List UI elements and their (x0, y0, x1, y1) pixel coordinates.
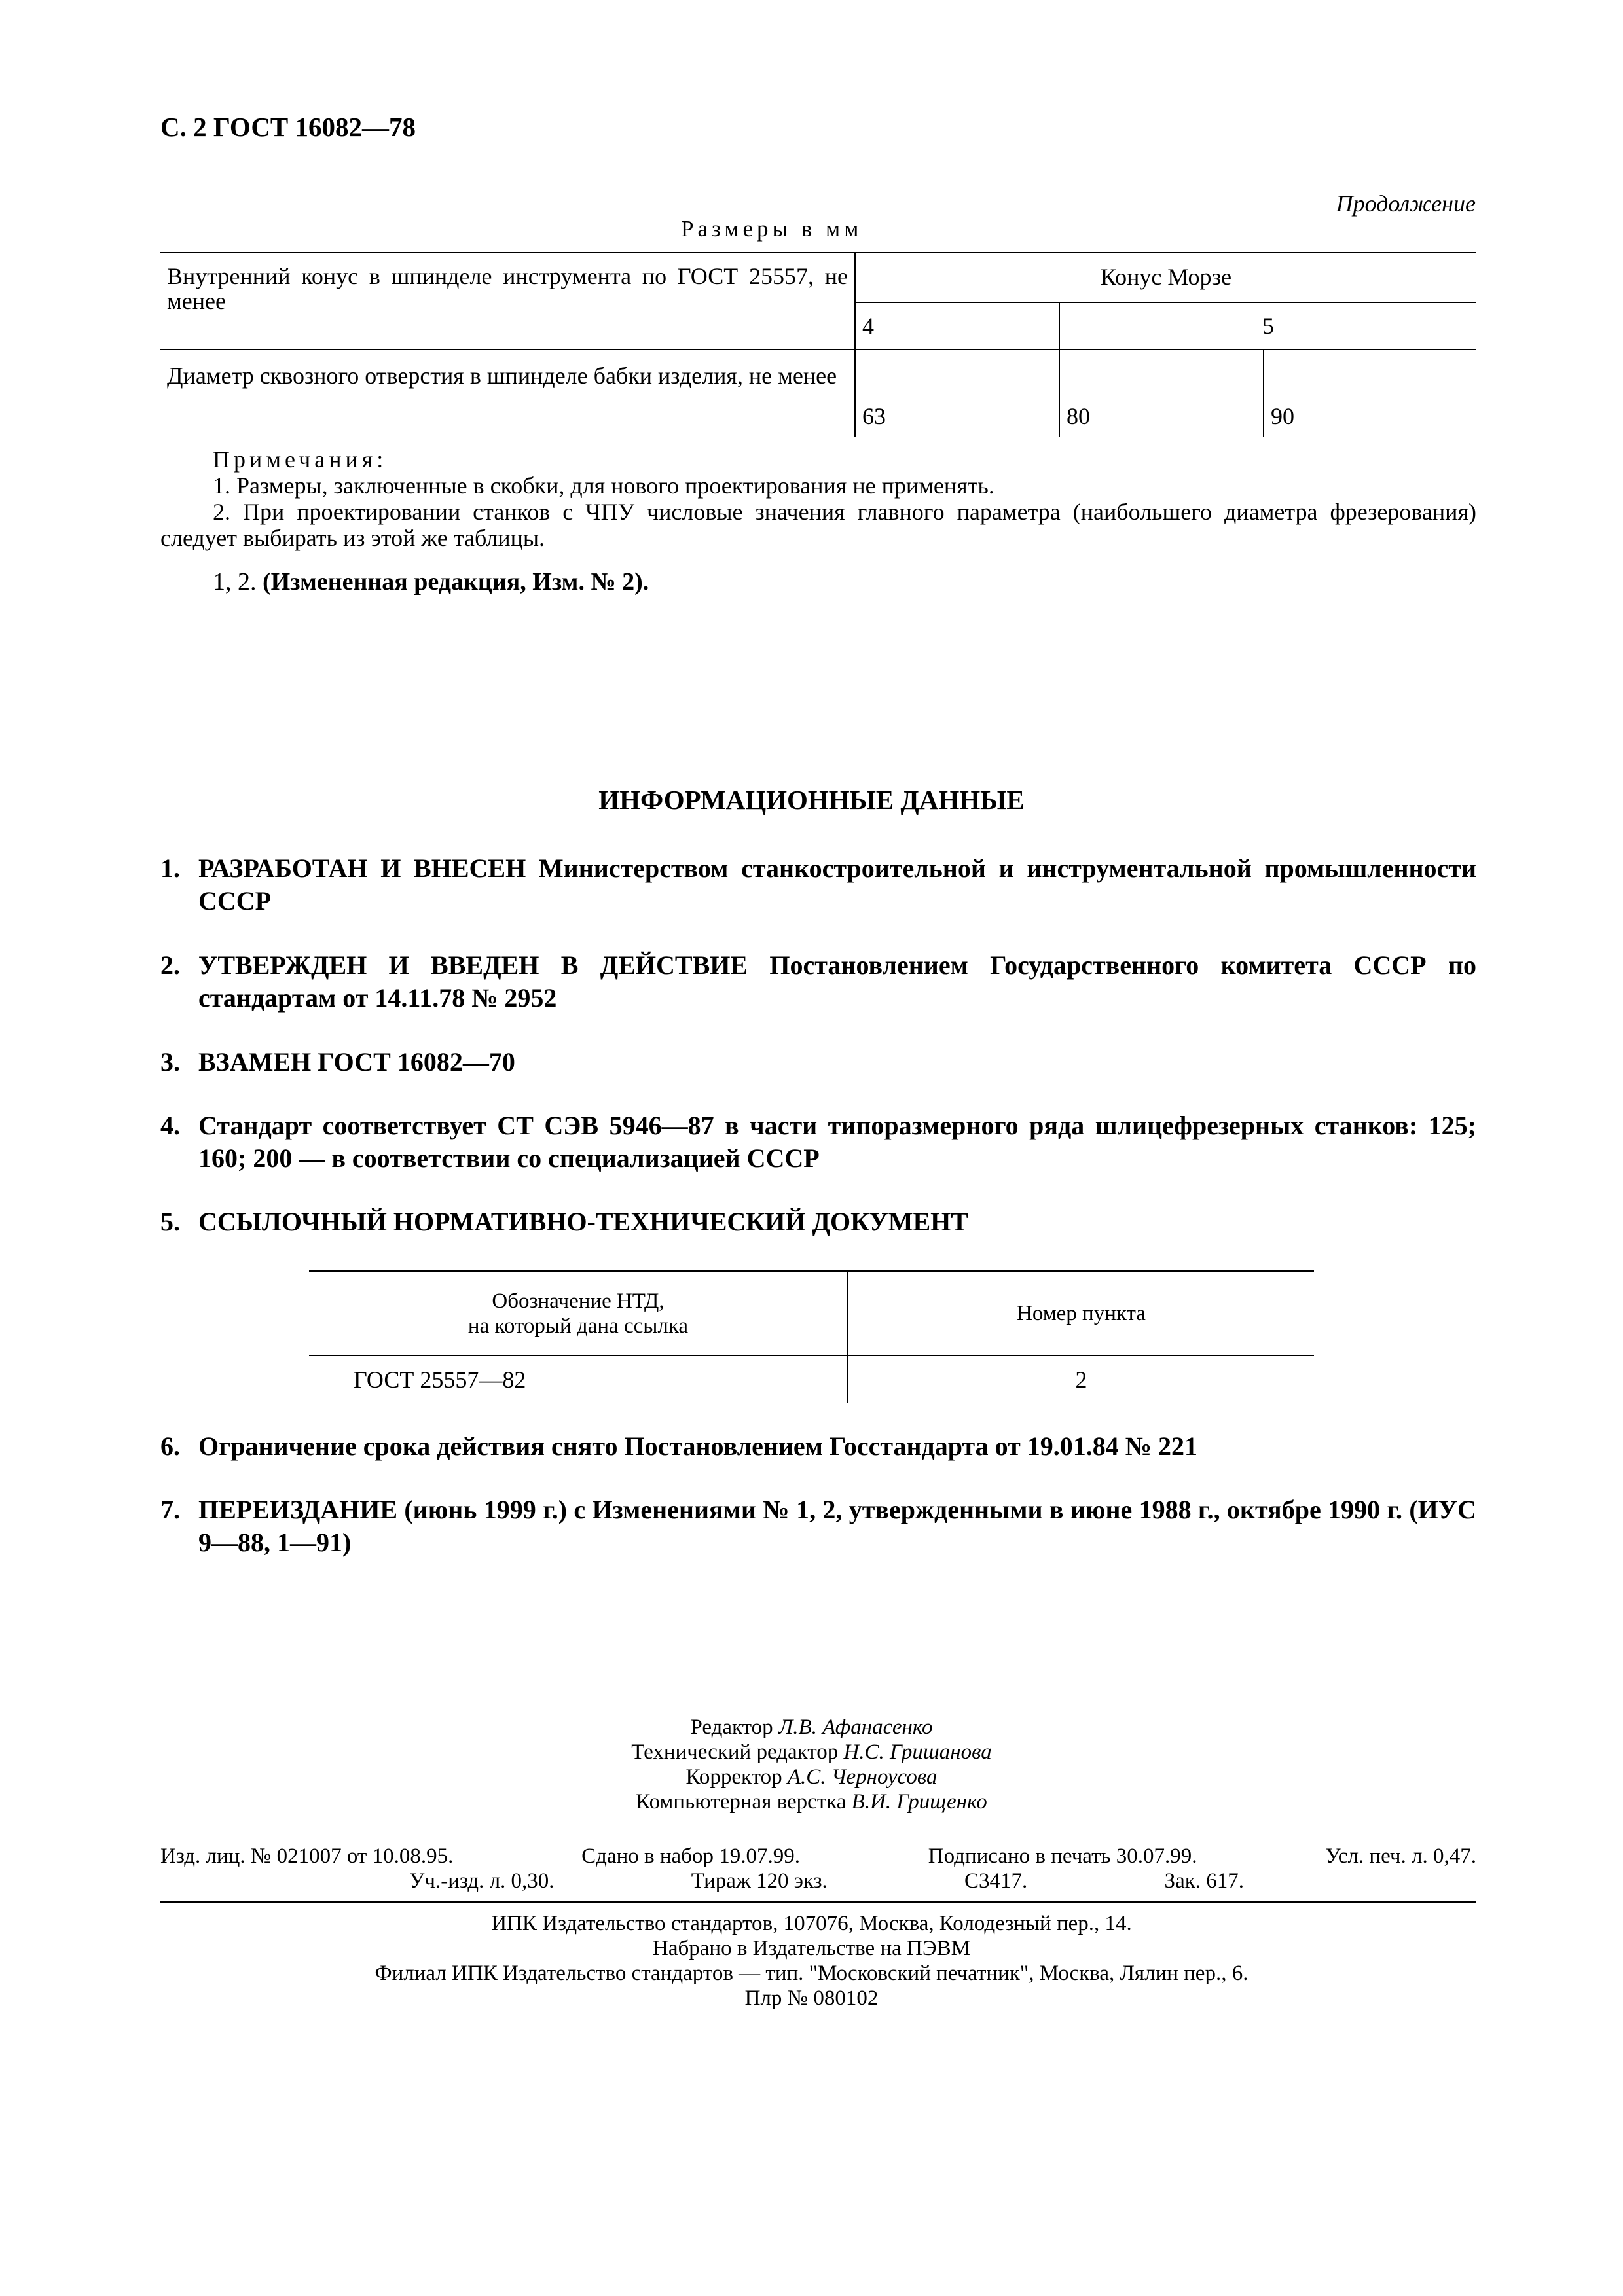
dimensions-table (160, 252, 1476, 437)
info-item: 4. Стандарт соответствует СТ СЭВ 5946—87 в части типоразмерного ряда шлицефрезерных станков: 125; 160; 200 — в соответствии со специализацией СССР (160, 1111, 1476, 1173)
corrector-name: А.С. Черноусова (787, 1765, 938, 1789)
info-item: 1. РАЗРАБОТАН И ВНЕСЕН Министерством станкостроительной и инструментальной промышленности СССР (160, 853, 1476, 916)
notes-heading: Примечания: (213, 446, 388, 473)
reference-table (309, 1270, 1314, 1403)
info-item: 7. ПЕРЕИЗДАНИЕ (июнь 1999 г.) с Изменениями № 1, 2, утвержденными в июне 1988 г., октябре 1990 г. (ИУС 9—88, 1—91) (160, 1495, 1476, 1557)
note-item: 2. При проектировании станков с ЧПУ числовые значения главного параметра (наибольшего диаметра фрезерования) следует выбирать из этой же таблицы. (160, 499, 1476, 551)
credits: Редактор Л.В. Афанасенко Технический редактор Н.С. Гришанова Корректор А.С. Черноусова Компьютерная верстка В.И. Грищенко (631, 1715, 992, 1814)
table-cell: ГОСТ 25557—82 (309, 1355, 848, 1403)
amendment-note (213, 567, 649, 596)
continuation-label: Продолжение (1336, 190, 1476, 217)
ref-header-item: Номер пункта (848, 1271, 1314, 1356)
info-title: ИНФОРМАЦИОННЫЕ ДАННЫЕ (598, 785, 1025, 815)
table-cell: 2 (1075, 1367, 1087, 1393)
table-row-label: Диаметр сквозного отверстия в шпинделе бабки изделия, не менее (160, 350, 855, 437)
dimensions-caption: Размеры в мм (681, 216, 863, 242)
table-cell: 4 (855, 302, 1059, 350)
publishing-info: Изд. лиц. № 021007 от 10.08.95. Сдано в набор 19.07.99. Подписано в печать 30.07.99. Усл. печ. л. 0,47. Уч.-изд. л. 0,30. Тираж 120 экз. С3417. Зак. 617. (160, 1844, 1476, 1893)
page-header: С. 2 ГОСТ 16082—78 (160, 112, 416, 142)
table-cell: 90 (1264, 350, 1476, 437)
info-item: 3. ВЗАМЕН ГОСТ 16082—70 (160, 1047, 515, 1077)
amendment-text: (Измененная редакция, Изм. № 2). (263, 568, 649, 596)
table-row-label: Внутренний конус в шпинделе инструмента по ГОСТ 25557, не менее (160, 252, 855, 350)
table-cell: 63 (855, 350, 1059, 437)
table-cell: 80 (1059, 350, 1264, 437)
layout-name: В.И. Грищенко (851, 1790, 987, 1814)
info-item: 6. Ограничение срока действия снято Постановлением Госстандарта от 19.01.84 № 221 (160, 1431, 1197, 1461)
ref-header-doc: Обозначение НТД, на который дана ссылка (309, 1271, 848, 1356)
notes (160, 446, 1476, 551)
amendment-prefix: 1, 2. (213, 568, 257, 596)
imprint-divider (160, 1901, 1476, 1903)
note-item: 1. Размеры, заключенные в скобки, для нового проектирования не применять. (213, 473, 994, 499)
info-item: 2. УТВЕРЖДЕН И ВВЕДЕН В ДЕЙСТВИЕ Постановлением Государственного комитета СССР по стандартам от 14.11.78 № 2952 (160, 950, 1476, 1013)
imprint: ИПК Издательство стандартов, 107076, Москва, Колодезный пер., 14. Набрано в Издательстве на ПЭВМ Филиал ИПК Издательство стандартов — тип. "Московский печатник", Москва, Лялин пер., 6. Плр № 080102 (374, 1912, 1249, 2010)
table-header-morse: Конус Морзе (855, 252, 1476, 302)
table-cell: 5 (1262, 313, 1274, 339)
tech-editor-name: Н.С. Гришанова (843, 1740, 992, 1764)
editor-name: Л.В. Афанасенко (778, 1715, 933, 1739)
info-item: 5. ССЫЛОЧНЫЙ НОРМАТИВНО-ТЕХНИЧЕСКИЙ ДОКУМЕНТ (160, 1207, 968, 1236)
